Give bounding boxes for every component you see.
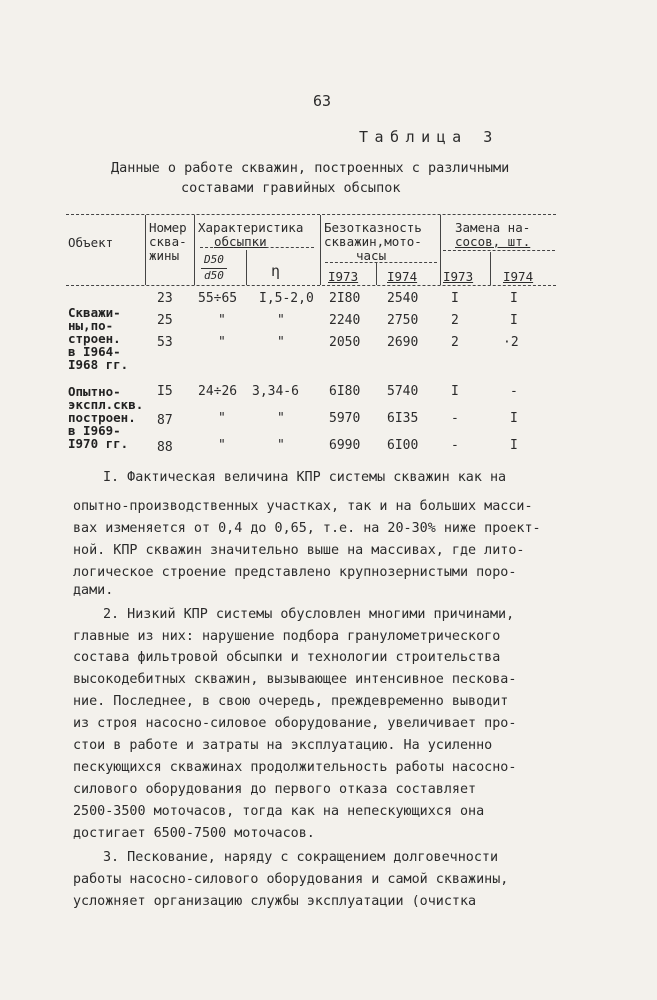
header-replacement (455, 221, 530, 249)
header-number-line: сква- (149, 234, 187, 249)
cell-replacement-1973: I (451, 384, 459, 399)
header-reliability-line: часы (356, 248, 387, 263)
cell-replacement-1973: - (451, 411, 459, 426)
cell-replacement-1973: - (451, 438, 459, 453)
header-characteristic-line: обсыпки (214, 234, 267, 249)
column-divider (194, 215, 195, 285)
object-line: ны,по- (68, 318, 114, 333)
object-line: построен. (68, 410, 136, 425)
object-line: строен. (68, 331, 121, 346)
cell-number: 25 (157, 313, 173, 328)
table-caption-line-1: Данные о работе скважин, построенных с различными (111, 160, 510, 176)
cell-replacement-1973: 2 (451, 335, 459, 350)
paragraph-line: 2500-3500 моточасов, тогда как на непескующихся она (73, 804, 485, 819)
paragraph-line: достигает 6500-7500 моточасов. (73, 826, 315, 841)
header-d-ratio-denominator: d50 (204, 269, 224, 282)
paragraph-line: опытно-производственных участках, так и на больших масси- (73, 499, 533, 514)
paragraph-line: вах изменяется от 0,4 до 0,65, т.е. на 20-30% ниже проект- (73, 521, 541, 536)
header-reliability-line: скважин,мото- (324, 234, 422, 249)
cell-reliability-1974: 5740 (387, 384, 419, 399)
paragraph-line: из строя насосно-силовое оборудование, увеличивает про- (73, 716, 517, 731)
header-replacement-line: Замена на- (455, 220, 531, 235)
cell-reliability-1974: 6I35 (387, 411, 419, 426)
subheader-rule-replacement (443, 250, 555, 251)
header-year-1973-replacement: I973 (443, 269, 474, 284)
header-year-1974-reliability: I974 (387, 269, 418, 284)
header-number-line: Номер (149, 220, 187, 235)
cell-eta: " (277, 438, 285, 453)
column-divider (490, 252, 491, 285)
cell-replacement-1974: I (510, 291, 518, 306)
header-number (149, 221, 187, 263)
cell-replacement-1974: I (510, 411, 518, 426)
table-top-rule (66, 214, 556, 215)
cell-replacement-1973: I (451, 291, 459, 306)
paragraph-line: усложняет организацию службы эксплуатации (очистка (73, 894, 477, 909)
object-line: I968 гг. (68, 357, 129, 372)
header-reliability-line: Безотказность (324, 220, 422, 235)
cell-number: 87 (157, 413, 173, 428)
cell-d-ratio: " (218, 335, 226, 350)
paragraph-line: логическое строение представлено крупнозернистыми поро- (73, 565, 517, 580)
header-characteristic-line: Характеристика (198, 220, 304, 235)
cell-reliability-1974: 2540 (387, 291, 419, 306)
paragraph-line: I. Фактическая величина КПР системы скважин как на (103, 470, 507, 485)
group-2-object (68, 385, 143, 450)
cell-number: 53 (157, 335, 173, 350)
cell-eta: " (277, 313, 285, 328)
paragraph-line: 2. Низкий КПР системы обусловлен многими причинами, (103, 607, 515, 622)
object-line: Опытно- (68, 384, 121, 399)
paragraph-line: пескующихся скважинах продолжительность работы насосно- (73, 760, 517, 775)
group-1-object (68, 306, 128, 371)
cell-replacement-1974: ·2 (503, 335, 519, 350)
column-divider (440, 215, 441, 285)
cell-replacement-1973: 2 (451, 313, 459, 328)
cell-replacement-1974: I (510, 438, 518, 453)
cell-number: I5 (157, 384, 173, 399)
column-divider (246, 250, 247, 285)
header-d-ratio-numerator: D50 (204, 253, 224, 266)
header-characteristic (198, 221, 303, 249)
paragraph-line: главные из них: нарушение подбора гранулометрического (73, 629, 501, 644)
header-number-line: жины (149, 248, 180, 263)
header-object: Объект (68, 235, 114, 250)
header-replacement-line: сосов, шт. (455, 234, 531, 249)
object-line: в I969- (68, 423, 121, 438)
object-line: Скважи- (68, 305, 121, 320)
paragraph-line: работы насосно-силового оборудования и самой скважины, (73, 872, 509, 887)
cell-replacement-1974: - (510, 384, 518, 399)
cell-eta: I,5-2,0 (259, 291, 314, 306)
cell-d-ratio: " (218, 438, 226, 453)
cell-eta: 3,34-6 (252, 384, 299, 399)
cell-number: 88 (157, 440, 173, 455)
cell-reliability-1974: 2690 (387, 335, 419, 350)
header-eta: η (271, 262, 281, 280)
cell-reliability-1973: 6I80 (329, 384, 361, 399)
paragraph-line: дами. (73, 583, 114, 598)
paragraph-line: ние. Последнее, в свою очередь, преждевременно выводит (73, 694, 509, 709)
cell-reliability-1973: 5970 (329, 411, 361, 426)
column-divider (320, 215, 321, 285)
paragraph-line: высокодебитных скважин, вызывающее интенсивное пескова- (73, 672, 517, 687)
header-year-1974-replacement: I974 (503, 269, 534, 284)
cell-eta: " (277, 411, 285, 426)
cell-d-ratio: " (218, 313, 226, 328)
column-divider (145, 215, 146, 285)
paragraph-line: стои в работе и затраты на эксплуатацию. На усиленно (73, 738, 493, 753)
cell-d-ratio: " (218, 411, 226, 426)
page-number: 63 (313, 92, 332, 110)
cell-d-ratio: 24÷26 (198, 384, 238, 399)
object-line: экспл.скв. (68, 397, 144, 412)
cell-reliability-1973: 2050 (329, 335, 361, 350)
cell-number: 23 (157, 291, 173, 306)
paragraph-line: силового оборудования до первого отказа составляет (73, 782, 477, 797)
paragraph-line: состава фильтровой обсыпки и технологии строительства (73, 650, 501, 665)
header-year-1973-reliability: I973 (328, 269, 359, 284)
object-line: I970 гг. (68, 436, 129, 451)
object-line: в I964- (68, 344, 121, 359)
header-reliability (324, 221, 422, 263)
cell-reliability-1973: 2I80 (329, 291, 361, 306)
cell-reliability-1973: 2240 (329, 313, 361, 328)
paragraph-line: ной. КПР скважин значительно выше на массивах, где лито- (73, 543, 525, 558)
cell-reliability-1974: 2750 (387, 313, 419, 328)
cell-replacement-1974: I (510, 313, 518, 328)
cell-reliability-1974: 6I00 (387, 438, 419, 453)
paragraph-line: 3. Пескование, наряду с сокращением долговечности (103, 850, 499, 865)
column-divider (376, 263, 377, 285)
cell-reliability-1973: 6990 (329, 438, 361, 453)
cell-d-ratio: 55÷65 (198, 291, 238, 306)
table-header-rule (66, 285, 556, 286)
table-label: Таблица 3 (359, 128, 499, 146)
table-caption-line-2: составами гравийных обсыпок (181, 180, 401, 196)
cell-eta: " (277, 335, 285, 350)
